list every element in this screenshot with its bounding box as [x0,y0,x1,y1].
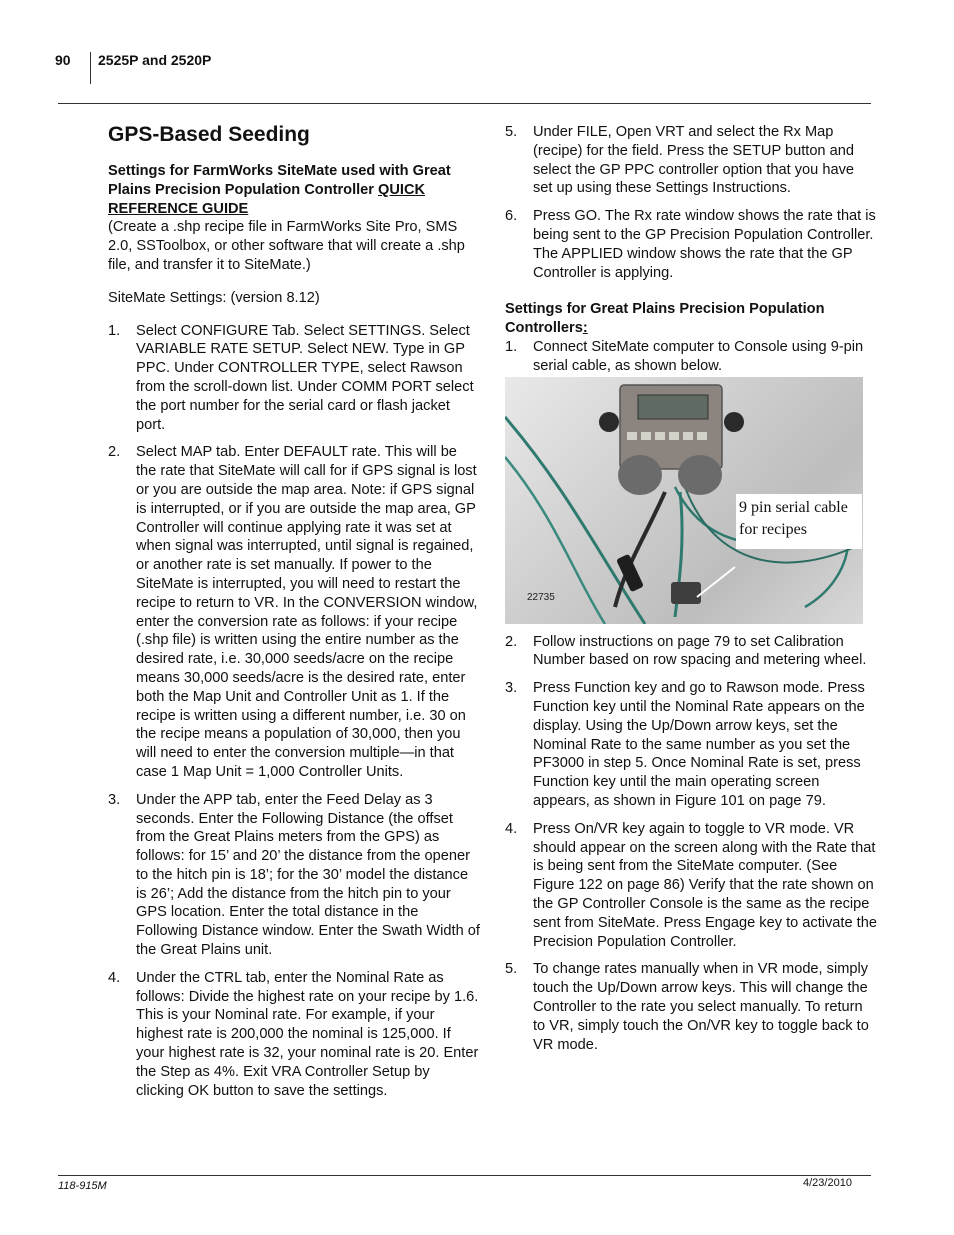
step-text: Under FILE, Open VRT and select the Rx Map (recipe) for the field. Press the SETUP button and select the GP PPC controller option that you have set up using these Settings Instructions. [533,124,854,197]
quick-reference-guide-link[interactable]: QUICK REFERENCE GUIDE [108,181,426,217]
list-item [505,338,877,376]
right-steps-top [505,123,877,282]
list-item [108,443,480,781]
step-text: Press GO. The Rx rate window shows the rate that is being sent to the GP Precision Population Controller. The APPLIED window shows the rate that the GP Controller is applying. [533,208,876,281]
step-number: 3. [505,680,518,697]
step-text: Follow instructions on page 79 to set Calibration Number based on row spacing and metering wheel. [533,633,867,669]
step-number: 2. [108,444,121,461]
left-steps [108,322,480,1101]
right-column [505,123,877,1063]
section-title: GPS-Based Seeding [108,123,310,146]
right-subhead-text: Settings for Great Plains Precision Population Controllers [505,301,825,337]
step-number: 1. [505,338,518,355]
header-title: 2525P and 2520P [98,52,212,68]
step-text: Select CONFIGURE Tab. Select SETTINGS. Select VARIABLE RATE SETUP. Select NEW. Type in GP PPC. Under CONTROLLER TYPE, select Rawson from the scroll-down list. Under COMM PORT select the port number for the serial card or flash jacket port. [136,322,474,433]
list-item [108,969,480,1101]
photo-id: 22735 [527,591,555,603]
list-item [505,207,877,282]
list-item [505,679,877,811]
step-text: Connect SiteMate computer to Console using 9-pin serial cable, as shown below. [533,338,864,374]
list-item [505,960,877,1054]
step-number: 5. [505,124,518,140]
intro-paragraph: (Create a .shp recipe file in FarmWorks Site Pro, SMS 2.0, SSToolbox, or other software that will create a .shp file, and transfer it to SiteMate.) [108,219,465,273]
list-item [505,633,877,671]
console-cable-photo [505,377,863,624]
step-number: 3. [108,791,121,808]
footer-date: 4/23/2010 [803,1177,852,1189]
list-item [108,791,480,960]
step-text: Select MAP tab. Enter DEFAULT rate. This will be the rate that SiteMate will call for if GPS signal is lost or you are outside the map area. Note: if GPS signal is interrupted, or if you are outside the map area, GP Controller will continue applying rate it was set at when signal was interrupted, until signal is regained, or another rate is set manually. If power to the SiteMate is interrupted, you will need to restart the recipe to return to VR. In the CONVERSION window, enter the conversion rate as follows: if your recipe (.shp file) is written using the entire number as the desired rate, i.e. 30,000 seeds/acre on the recipe means 30,000 seeds/acre is the desired rate, enter both the Map Unit and Controller Unit as 1. If the recipe is written using a different number, i.e. 30 on the recipe means a population of 30,000, then you will need to enter the conversion multiple—in that case 1 Map Unit = 1,000 Controller Units. [136,444,478,780]
step-number: 5. [505,961,518,978]
header-rule [58,103,871,104]
footer-doc-number: 118-915M [58,1180,107,1192]
left-column [108,122,480,1109]
page-number: 90 [55,52,71,68]
right-steps-bottom [505,633,877,1055]
list-item [108,322,480,435]
left-subhead [108,162,480,218]
cable-callout: 9 pin serial cable for recipes [736,494,862,549]
left-subhead-text: Settings for FarmWorks SiteMate used with Great Plains Precision Population Controller [108,163,451,198]
list-item [505,123,877,198]
header-divider [90,52,91,84]
right-step-1 [505,338,877,376]
step-text: To change rates manually when in VR mode, simply touch the Up/Down arrow keys. This will change the Controller to the rate you select manually. To return to VR, simply touch the On/VR key to toggle back to VR mode. [533,961,869,1053]
step-number: 6. [505,208,518,225]
step-number: 1. [108,322,121,339]
step-number: 4. [108,969,121,986]
right-subhead [505,300,877,338]
step-text: Under the CTRL tab, enter the Nominal Rate as follows: Divide the highest rate on your recipe by 1.6. This is your Nominal rate. For example, if your highest rate is 200,000 the nominal is 125,000. If your highest rate is 32, your nominal rate is 20. Enter the Step as 4%. Exit VRA Controller Setup by clicking OK button to save the settings. [136,969,479,1099]
step-text: Under the APP tab, enter the Feed Delay as 3 seconds. Enter the Following Distance (the offset from the Great Plains meters from the GPS) as follows: for 15’ and 20’ the distance from the opener to the hitch pin is 18’; for the 30’ model the distance is 26’; Add the distance from the hitch pin to your GPS location. Enter the total distance in the Following Distance window. Enter the Swath Width of the Great Plains unit. [136,791,480,959]
footer-rule [58,1175,871,1176]
list-item [505,820,877,952]
step-text: Press Function key and go to Rawson mode. Press Function key until the Nominal Rate appears on the display. Using the Up/Down arrow keys, set the Nominal Rate to the same number as you set the PF3000 in step 5. Once Nominal Rate is set, press Function key until the main operating screen appears, as shown in Figure 101 on page 79. [533,680,865,809]
right-subhead-colon: : [582,320,588,337]
step-text: Press On/VR key again to toggle to VR mode. VR should appear on the screen along with the Rate that is being sent from the SiteMate computer. (See Figure 122 on page 86) Verify that the rate shown on the GP Controller Console is the same as the recipe sent from SiteMate. Press Engage key to activate the Precision Population Controller. [533,820,877,950]
step-number: 2. [505,633,518,650]
version-line: SiteMate Settings: (version 8.12) [108,289,320,306]
step-number: 4. [505,820,518,837]
